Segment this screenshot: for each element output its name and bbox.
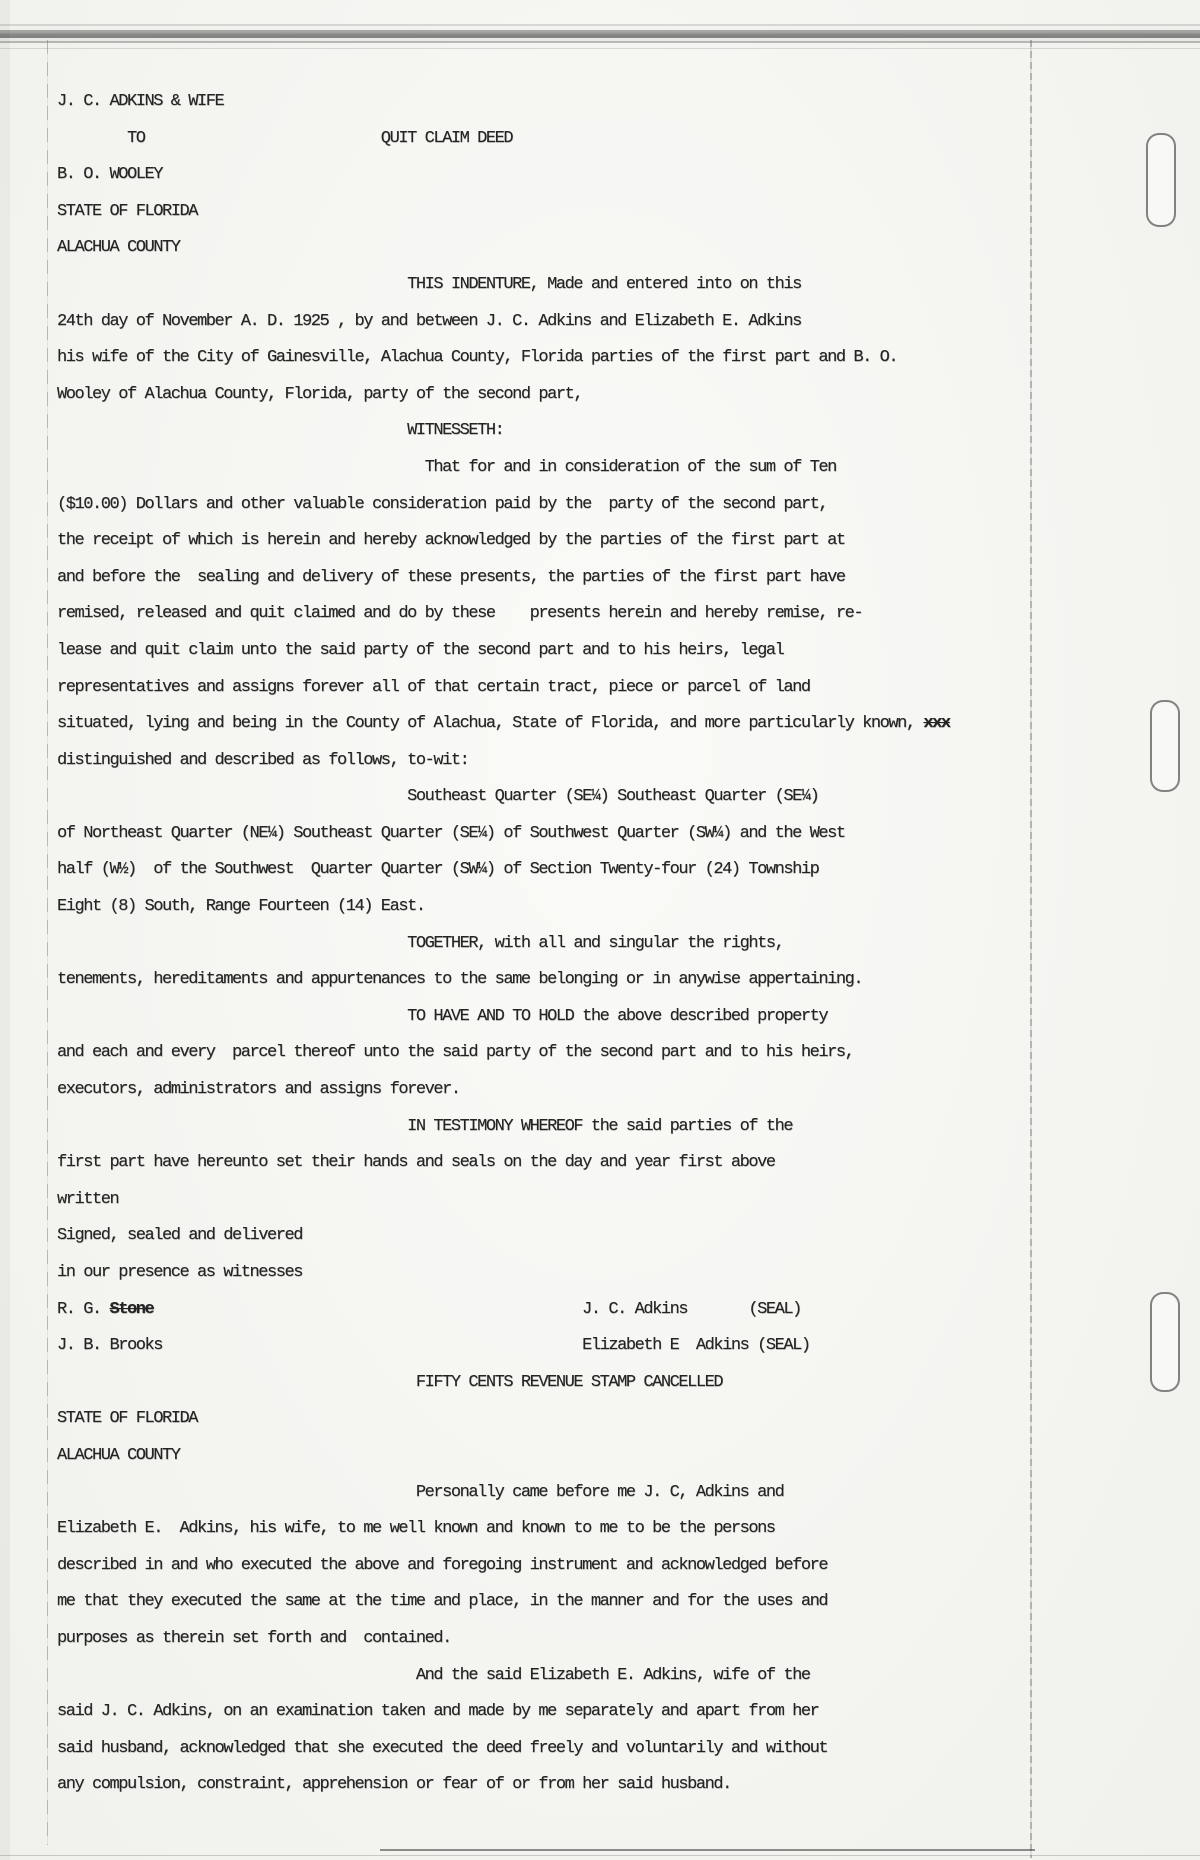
document-line: That for and in consideration of the sum of Ten [57,457,836,477]
document-line: ALACHUA COUNTY [57,1445,180,1465]
document-line: said J. C. Adkins, on an examination taken and made by me separately and apart from her [57,1702,819,1722]
document-line: situated, lying and being in the County of Alachua, State of Florida, and more particularly known, xxx [57,714,950,734]
document-line: IN TESTIMONY WHEREOF the said parties of the [57,1116,793,1136]
document-line: STATE OF FLORIDA [57,201,198,221]
document-line: distinguished and described as follows, to-wit: [57,750,469,770]
document-line: B. O. WOOLEY [57,165,163,185]
document-line: STATE OF FLORIDA [57,1409,198,1429]
document-line: Wooley of Alachua County, Florida, party of the second part, [57,384,583,404]
document-line: Elizabeth E. Adkins, his wife, to me well known and known to me to be the persons [57,1519,775,1539]
scan-artifact-bottom-edge [0,1855,1200,1856]
document-line: 24th day of November A. D. 1925 , by and between J. C. Adkins and Elizabeth E. Adkins [57,311,801,331]
document-line: first part have hereunto set their hands and seals on the day and year first above [57,1153,775,1173]
document-line: said husband, acknowledged that she executed the deed freely and voluntarily and without [57,1738,828,1758]
document-line: TO HAVE AND TO HOLD the above described property [57,1006,828,1026]
scan-artifact-bottom-line [380,1849,1035,1851]
overstruck-text: xxx [923,714,950,734]
document-line: THIS INDENTURE, Made and entered into on this [57,274,801,294]
document-line: his wife of the City of Gainesville, Alachua County, Florida parties of the first part and B. O. [57,348,898,368]
punch-hole-mark [1150,1292,1180,1392]
document-line: Eight (8) South, Range Fourteen (14) East. [57,897,425,917]
overstruck-text: Stone [109,1299,154,1319]
punch-hole-mark [1150,700,1180,792]
document-line: TOGETHER, with all and singular the rights, [57,933,784,953]
punch-hole-mark [1146,133,1176,227]
document-line: Personally came before me J. C, Adkins and [57,1482,784,1502]
document-line: purposes as therein set forth and contained. [57,1628,451,1648]
document-line: J. C. ADKINS & WIFE [57,92,224,111]
document-line: tenements, hereditaments and appurtenances to the same belonging or in anywise appertaining. [57,970,863,990]
document-line: Southeast Quarter (SE¼) Southeast Quarter (SE¼) [57,787,819,807]
page-fold-line-right [1030,40,1032,1858]
document-line: in our presence as witnesses [57,1263,303,1282]
document-line: And the said Elizabeth E. Adkins, wife of the [57,1665,810,1685]
document-line: WITNESSETH: [57,421,504,441]
document-line: representatives and assigns forever all of that certain tract, piece or parcel of land [57,677,810,697]
document-line: Signed, sealed and delivered [57,1226,303,1246]
document-line: and each and every parcel thereof unto the said party of the second part and to his heirs, [57,1043,854,1063]
document-line: written [57,1189,119,1209]
document-line: ALACHUA COUNTY [57,238,180,258]
document-line: lease and quit claim unto the said party of the second part and to his heirs, legal [57,640,784,660]
document-line: any compulsion, constraint, apprehension or fear of or from her said husband. [57,1775,731,1795]
document-text [57,84,950,1804]
document-line: FIFTY CENTS REVENUE STAMP CANCELLED [57,1372,723,1392]
document-line: and before the sealing and delivery of these presents, the parties of the first part have [57,567,845,587]
page-edge-line-left [47,40,48,1845]
document-line: described in and who executed the above and foregoing instrument and acknowledged before [57,1555,828,1575]
document-line: of Northeast Quarter (NE¼) Southeast Quarter (SE¼) of Southwest Quarter (SW¼) and the West [57,823,845,843]
document-line: remised, released and quit claimed and do by these presents herein and hereby remise, re- [57,604,863,624]
document-line: TO QUIT CLAIM DEED [57,128,513,148]
document-line: half (W½) of the Southwest Quarter Quarter (SW¼) of Section Twenty-four (24) Township [57,860,819,880]
document-line: the receipt of which is herein and hereby acknowledged by the parties of the first part at [57,531,845,551]
document-line: executors, administrators and assigns forever. [57,1080,460,1100]
scan-artifact-top-band [0,24,1200,54]
document-line: J. B. Brooks Elizabeth E Adkins (SEAL) [57,1336,810,1356]
document-line: R. G. Stone J. C. Adkins (SEAL) [57,1299,801,1319]
document-line: ($10.00) Dollars and other valuable consideration paid by the party of the second part, [57,494,828,514]
document-line: me that they executed the same at the time and place, in the manner and for the uses and [57,1592,828,1612]
